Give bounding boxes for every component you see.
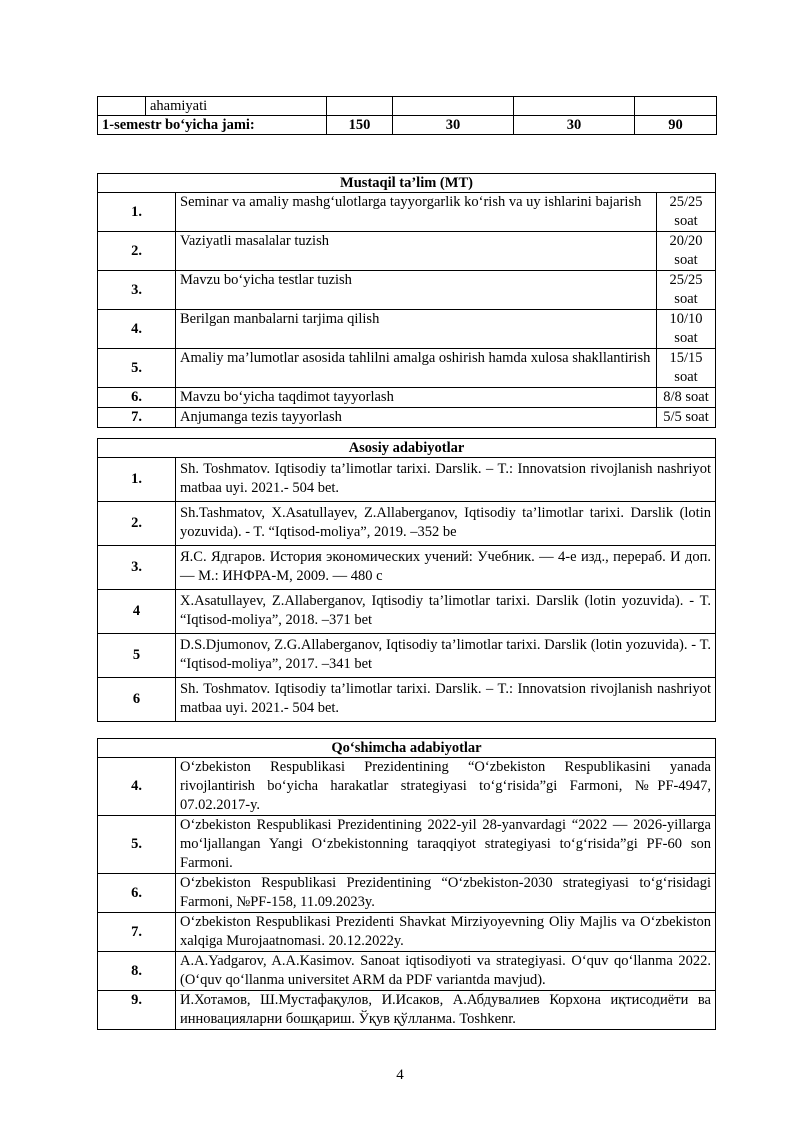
row-number: 1. [98, 193, 176, 232]
table-row [98, 758, 716, 816]
row-text: И.Хотамов, Ш.Мустафақулов, И.Исаков, А.Абдувалиев Корхона иқтисодиёти ва инновацияларни бошқариш. Ўқув қўлланма. Toshkenr. [176, 991, 716, 1030]
row-text: Berilgan manbalarni tarjima qilish [176, 310, 657, 349]
row-number: 6. [98, 874, 176, 913]
row-number: 2. [98, 232, 176, 271]
row-text: Sh. Toshmatov. Iqtisodiy ta’limotlar tarixi. Darslik. – T.: Innovatsion rivojlanish nashriyot matbaa uyi. 2021.- 504 bet. [176, 458, 716, 502]
total-row [98, 116, 717, 135]
row-number: 3. [98, 546, 176, 590]
table-row [98, 97, 717, 116]
row-number: 4. [98, 310, 176, 349]
row-text: Seminar va amaliy mashg‘ulotlarga tayyorgarlik ko‘rish va uy ishlarini bajarish [176, 193, 657, 232]
row-text: O‘zbekiston Respublikasi Prezidenti Shavkat Mirziyoyevning Oliy Majlis va O‘zbekiston xalqiga Murojaatnomasi. 20.12.2022y. [176, 913, 716, 952]
table-title: Qo‘shimcha adabiyotlar [98, 739, 716, 758]
row-text: Vaziyatli masalalar tuzish [176, 232, 657, 271]
table-row [98, 310, 716, 349]
row-text: O‘zbekiston Respublikasi Prezidentining “O‘zbekiston Respublikasini yanada rivojlantirish bo‘yicha harakatlar strategiyasi to‘g‘risida”gi Farmoni, №PF-4947, 07.02.2017-y. [176, 758, 716, 816]
row-hours: 10/10 soat [656, 310, 715, 349]
row-number: 4 [98, 590, 176, 634]
row-number: 2. [98, 502, 176, 546]
table-row [98, 874, 716, 913]
row-text: O‘zbekiston Respublikasi Prezidentining “O‘zbekiston-2030 strategiyasi to‘g‘risidagi Farmoni, №PF-158, 11.09.2023y. [176, 874, 716, 913]
table-row [98, 193, 716, 232]
semester-summary-table [97, 96, 717, 135]
table-row [98, 991, 716, 1030]
row-label: ahamiyati [146, 97, 327, 116]
total-value: 30 [514, 116, 635, 135]
row-number: 7. [98, 408, 176, 428]
table-row [98, 678, 716, 722]
row-hours: 25/25 soat [656, 271, 715, 310]
total-label: 1-semestr bo‘yicha jami: [98, 116, 327, 135]
row-number: 7. [98, 913, 176, 952]
table-title: Asosiy adabiyotlar [98, 439, 716, 458]
table-row [98, 502, 716, 546]
total-value: 30 [393, 116, 514, 135]
table-row [98, 546, 716, 590]
row-number: 5. [98, 816, 176, 874]
row-number: 5. [98, 349, 176, 388]
row-number: 4. [98, 758, 176, 816]
row-number: 6 [98, 678, 176, 722]
total-value: 150 [327, 116, 393, 135]
row-text: Mavzu bo‘yicha taqdimot tayyorlash [176, 388, 657, 408]
page-number: 4 [396, 1067, 404, 1083]
row-text: D.S.Djumonov, Z.G.Allaberganov, Iqtisodiy ta’limotlar tarixi. Darslik (lotin yozuvida). - T. “Iqtisod-moliya”, 2017. –341 bet [176, 634, 716, 678]
table-row [98, 634, 716, 678]
row-hours: 20/20 soat [656, 232, 715, 271]
additional-literature-table [97, 738, 716, 1030]
row-hours: 5/5 soat [656, 408, 715, 428]
row-number: 9. [98, 991, 176, 1030]
table-row [98, 458, 716, 502]
row-number: 1. [98, 458, 176, 502]
independent-study-table [97, 173, 716, 428]
row-hours: 25/25 soat [656, 193, 715, 232]
table-row [98, 271, 716, 310]
row-number: 3. [98, 271, 176, 310]
table-row [98, 952, 716, 991]
row-text: Anjumanga tezis tayyorlash [176, 408, 657, 428]
table-row [98, 388, 716, 408]
row-hours: 8/8 soat [656, 388, 715, 408]
row-text: Я.С. Ядгаров. История экономических учений: Учебник. — 4-е изд., перераб. И доп. — М.: ИНФРА-М, 2009. — 480 с [176, 546, 716, 590]
table-row [98, 590, 716, 634]
table-title: Mustaqil ta’lim (MT) [98, 174, 716, 193]
row-number: 6. [98, 388, 176, 408]
row-text: Mavzu bo‘yicha testlar tuzish [176, 271, 657, 310]
row-text: O‘zbekiston Respublikasi Prezidentining 2022-yil 28-yanvardagi “2022 — 2026-yillarga mo‘ljallangan Yangi O‘zbekistonning taraqqiyot strategiyasi to‘g‘risida”gi PF-60 son Farmoni. [176, 816, 716, 874]
row-number: 8. [98, 952, 176, 991]
row-hours: 15/15 soat [656, 349, 715, 388]
table-row [98, 349, 716, 388]
row-text: Amaliy ma’lumotlar asosida tahlilni amalga oshirish hamda xulosa shakllantirish [176, 349, 657, 388]
table-row [98, 232, 716, 271]
total-value: 90 [635, 116, 717, 135]
row-text: A.A.Yadgarov, A.A.Kasimov. Sanoat iqtisodiyoti va strategiyasi. O‘quv qo‘llanma 2022. (O‘quv qo‘llanma universitet ARM da PDF variantda mavjud). [176, 952, 716, 991]
table-row [98, 816, 716, 874]
main-literature-table [97, 438, 716, 722]
row-text: Sh. Toshmatov. Iqtisodiy ta’limotlar tarixi. Darslik. – T.: Innovatsion rivojlanish nashriyot matbaa uyi. 2021.- 504 bet. [176, 678, 716, 722]
table-row [98, 913, 716, 952]
row-number: 5 [98, 634, 176, 678]
table-row [98, 408, 716, 428]
row-text: X.Asatullayev, Z.Allaberganov, Iqtisodiy ta’limotlar tarixi. Darslik (lotin yozuvida). - T. “Iqtisod-moliya”, 2018. –371 bet [176, 590, 716, 634]
row-text: Sh.Tashmatov, X.Asatullayev, Z.Allaberganov, Iqtisodiy ta’limotlar tarixi. Darslik (lotin yozuvida). - T. “Iqtisod-moliya”, 2019. –352 be [176, 502, 716, 546]
